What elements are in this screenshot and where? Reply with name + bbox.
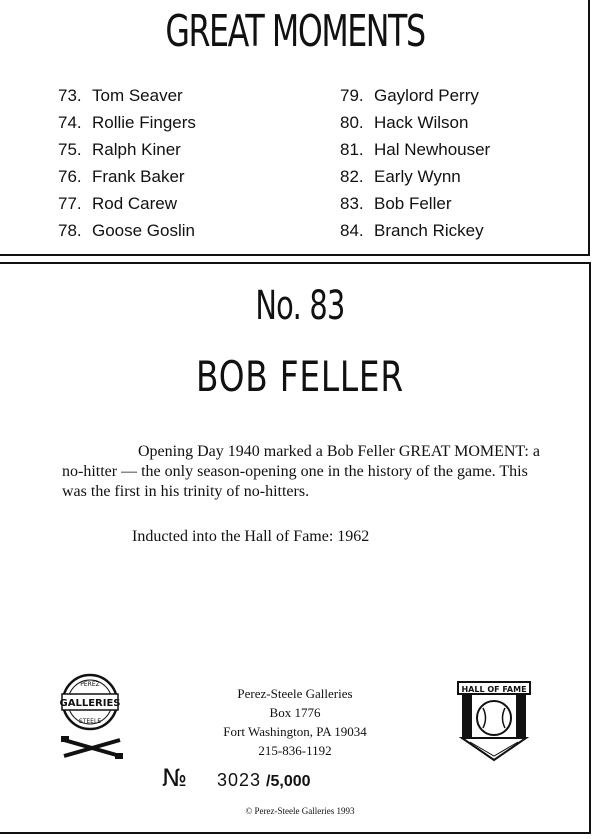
svg-text:GALLERIES: GALLERIES <box>59 698 121 709</box>
player-list-right <box>340 82 490 244</box>
page-heading: GREAT MOMENTS <box>165 6 425 57</box>
list-item: 78. Goose Goslin <box>58 221 195 240</box>
list-item: 75. Ralph Kiner <box>58 140 181 159</box>
publisher-name: Perez-Steele Galleries <box>237 686 353 701</box>
list-item: 76. Frank Baker <box>58 167 185 186</box>
svg-text:PEREZ: PEREZ <box>80 681 100 688</box>
copyright-notice: © Perez-Steele Galleries 1993 <box>245 806 355 816</box>
edition-total: /5,000 <box>266 773 311 790</box>
publisher-city: Fort Washington, PA 19034 <box>223 724 367 739</box>
svg-text:HALL OF FAME: HALL OF FAME <box>461 685 527 694</box>
publisher-box: Box 1776 <box>269 705 321 720</box>
moment-description <box>62 442 542 502</box>
list-item: 77. Rod Carew <box>58 194 178 213</box>
list-item: 73. Tom Seaver <box>58 86 183 105</box>
edition-number <box>162 764 311 792</box>
perez-steele-logo <box>58 668 144 780</box>
publisher-address <box>180 684 410 760</box>
list-item: 84. Branch Rickey <box>340 221 484 240</box>
svg-text:STEELE: STEELE <box>78 718 102 725</box>
description-text: Opening Day 1940 marked a Bob Feller GREAT MOMENT: a no-hitter — the only season-opening one in the history of the game. This was the first in his trinity of no-hitters. <box>62 443 540 500</box>
list-item: 81. Hal Newhouser <box>340 140 491 159</box>
publisher-phone: 215-836-1192 <box>258 743 332 758</box>
list-item: 80. Hack Wilson <box>340 113 469 132</box>
player-list-left <box>58 82 196 244</box>
number-symbol: № <box>162 764 187 792</box>
list-item: 83. Bob Feller <box>340 194 452 213</box>
list-item: 79. Gaylord Perry <box>340 86 479 105</box>
list-item: 74. Rollie Fingers <box>58 113 196 132</box>
hall-of-fame-induction: Inducted into the Hall of Fame: 1962 <box>132 528 370 545</box>
card-number: No. 83 <box>255 283 345 329</box>
edition-serial: 3023 <box>216 770 262 790</box>
list-item: 82. Early Wynn <box>340 167 461 186</box>
hall-of-fame-logo <box>452 668 536 764</box>
player-name-title: BOB FELLER <box>196 352 404 401</box>
